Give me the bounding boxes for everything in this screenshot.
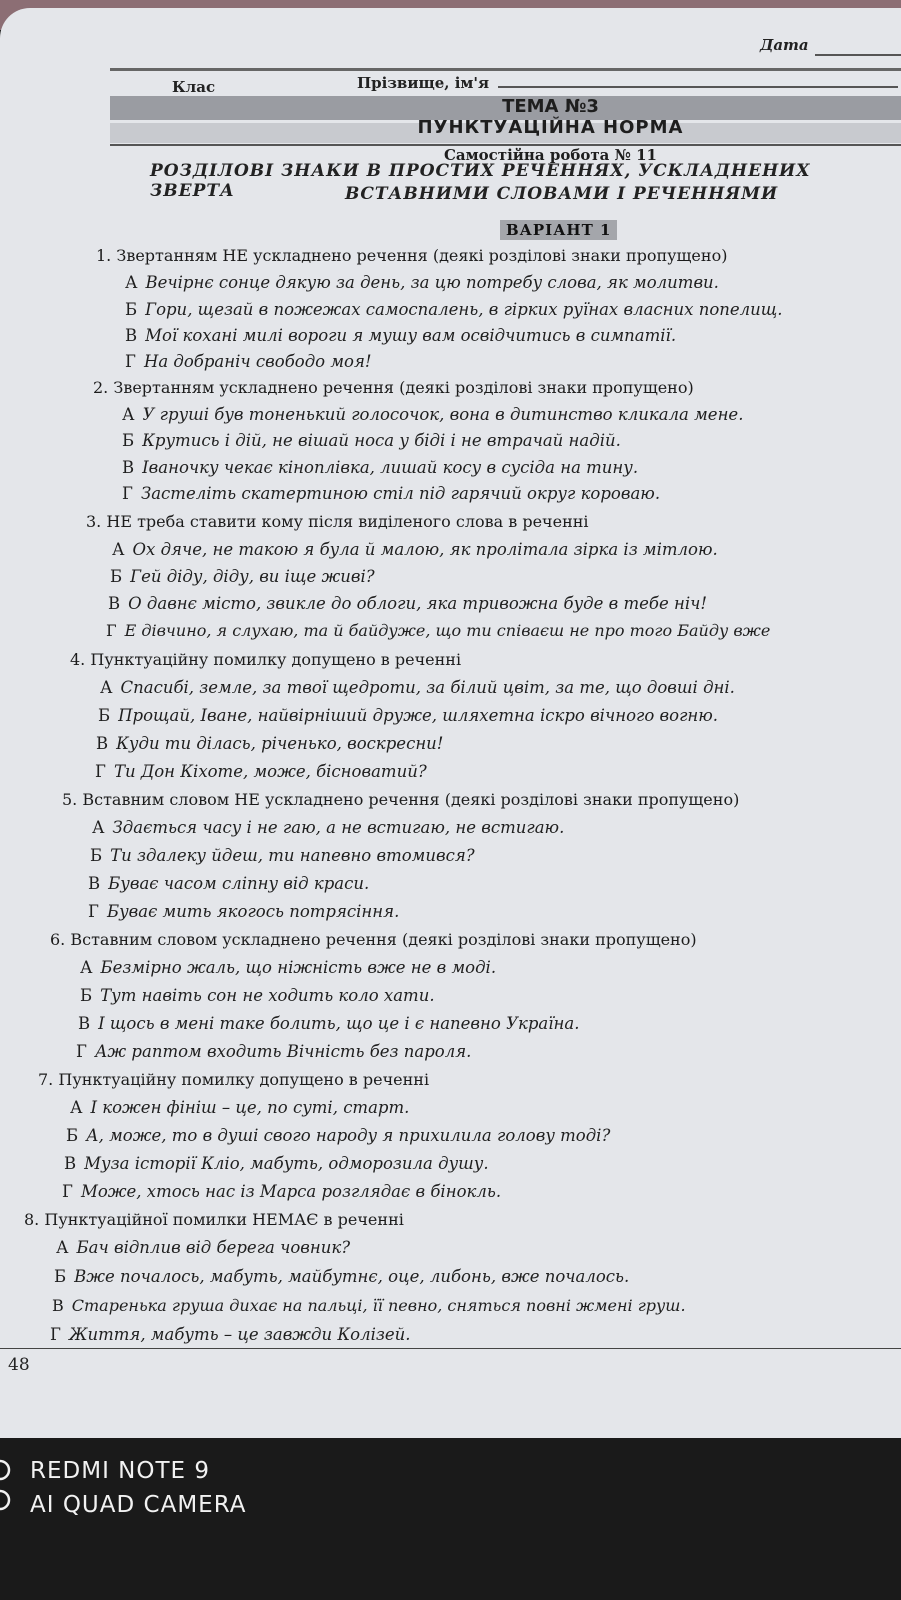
q5-option-a: А Здається часу і не гаю, а не встигаю, не встигаю. — [92, 818, 565, 837]
question-6: 6. Вставним словом ускладнено речення (деякі розділові знаки пропущено) — [50, 930, 697, 949]
q2-option-b: Б Крутись і дій, не вішай носа у біді і не втрачай надій. — [122, 431, 621, 450]
variant-badge: ВАРІАНТ 1 — [500, 220, 617, 240]
topic-name: ПУНКТУАЦІЙНА НОРМА — [417, 117, 684, 138]
q6-option-d: Г Аж раптом входить Вічність без пароля. — [76, 1042, 472, 1061]
question-1: 1. Звертанням НЕ ускладнено речення (деякі розділові знаки пропущено) — [96, 246, 728, 265]
q7-option-c: В Муза історії Кліо, мабуть, одморозила душу. — [64, 1154, 489, 1173]
q7-option-a: А І кожен фініш – це, по суті, старт. — [70, 1098, 410, 1117]
date-field-line — [815, 54, 901, 56]
subtitle-line-1: РОЗДІЛОВІ ЗНАКИ В ПРОСТИХ РЕЧЕННЯХ, УСКЛАДНЕНИХ ЗВЕРТА — [150, 161, 811, 201]
q2-option-d: Г Застеліть скатертиною стіл під гарячий округ короваю. — [122, 484, 661, 503]
q6-option-b: Б Тут навіть сон не ходить коло хати. — [80, 986, 435, 1005]
q8-option-b: Б Вже почалось, мабуть, майбутнє, оце, либонь, вже почалось. — [54, 1267, 630, 1286]
name-field-line — [498, 86, 898, 88]
question-2: 2. Звертанням ускладнено речення (деякі розділові знаки пропущено) — [93, 378, 694, 397]
q3-option-d: Г Е дівчино, я слухаю, та й байдуже, що ти співаєш не про того Байду вже — [106, 621, 771, 640]
q5-option-d: Г Буває мить якогось потрясіння. — [88, 902, 400, 921]
date-label: Дата — [760, 36, 809, 54]
q3-option-b: Б Гей діду, діду, ви іще живі? — [110, 567, 375, 586]
footer-rule — [0, 1348, 901, 1349]
q8-option-c: В Старенька груша дихає на пальці, її певно, сняться повні жмені груш. — [52, 1296, 686, 1315]
q7-option-d: Г Може, хтось нас із Марса розглядає в бінокль. — [62, 1182, 502, 1201]
q1-option-c: В Мої кохані милі вороги я мушу вам освідчитись в симпатії. — [125, 326, 677, 345]
q2-option-c: В Іваночку чекає кіноплівка, лишай косу в сусіда на тину. — [122, 458, 639, 477]
question-8: 8. Пунктуаційної помилки НЕМАЄ в реченні — [24, 1210, 404, 1229]
q1-option-d: Г На добраніч свободо моя! — [125, 352, 372, 371]
q1-option-a: А Вечірнє сонце дякую за день, за цю потребу слова, як молитви. — [125, 273, 719, 292]
question-4: 4. Пунктуаційну помилку допущено в реченні — [70, 650, 462, 669]
subtitle-line-2: ВСТАВНИМИ СЛОВАМИ І РЕЧЕННЯМИ — [345, 184, 779, 204]
question-7: 7. Пунктуаційну помилку допущено в реченні — [38, 1070, 430, 1089]
q1-option-b: Б Гори, щезай в пожежах самоспалень, в гірких руїнах власних попелищ. — [125, 300, 783, 319]
page-number: 48 — [8, 1355, 30, 1375]
topic-number: ТЕМА №3 — [502, 96, 599, 117]
question-5: 5. Вставним словом НЕ ускладнено речення (деякі розділові знаки пропущено) — [62, 790, 740, 809]
camera-logo-icon — [0, 1456, 26, 1516]
worksheet-page — [0, 8, 901, 1438]
question-3: 3. НЕ треба ставити кому після виділеного слова в реченні — [86, 512, 589, 531]
q4-option-d: Г Ти Дон Кіхоте, може, бісноватий? — [95, 762, 427, 781]
watermark-model: REDMI NOTE 9 — [30, 1458, 210, 1484]
q4-option-b: Б Прощай, Іване, найвірніший друже, шляхетна іскро вічного вогню. — [98, 706, 719, 725]
q2-option-a: А У груші був тоненький голосочок, вона в дитинство кликала мене. — [122, 405, 744, 424]
watermark-camera: AI QUAD CAMERA — [30, 1492, 247, 1518]
class-label: Клас — [172, 78, 216, 96]
q6-option-a: А Безмірно жаль, що ніжність вже не в моді. — [80, 958, 497, 977]
q6-option-c: В І щось в мені таке болить, що це і є напевно Україна. — [78, 1014, 580, 1033]
q5-option-c: В Буває часом сліпну від краси. — [88, 874, 370, 893]
name-label: Прізвище, ім'я — [357, 74, 490, 92]
q7-option-b: Б А, може, то в душі свого народу я прихилила голову тоді? — [66, 1126, 611, 1145]
header-rule — [110, 68, 901, 71]
q8-option-d: Г Життя, мабуть – це завжди Колізей. — [50, 1325, 411, 1344]
q4-option-a: А Спасибі, земле, за твої щедроти, за білий цвіт, за те, що довші дні. — [100, 678, 735, 697]
q4-option-c: В Куди ти ділась, річенько, воскресни! — [96, 734, 444, 753]
q5-option-b: Б Ти здалеку йдеш, ти напевно втомився? — [90, 846, 475, 865]
work-title: Самостійна робота № 11 — [443, 146, 657, 164]
q3-option-c: В О давнє місто, звикле до облоги, яка тривожна буде в тебе ніч! — [108, 594, 707, 613]
q3-option-a: А Ох дяче, не такою я була й малою, як пролітала зірка із мітлою. — [112, 540, 718, 559]
q8-option-a: А Бач відплив від берега човник? — [56, 1238, 351, 1257]
